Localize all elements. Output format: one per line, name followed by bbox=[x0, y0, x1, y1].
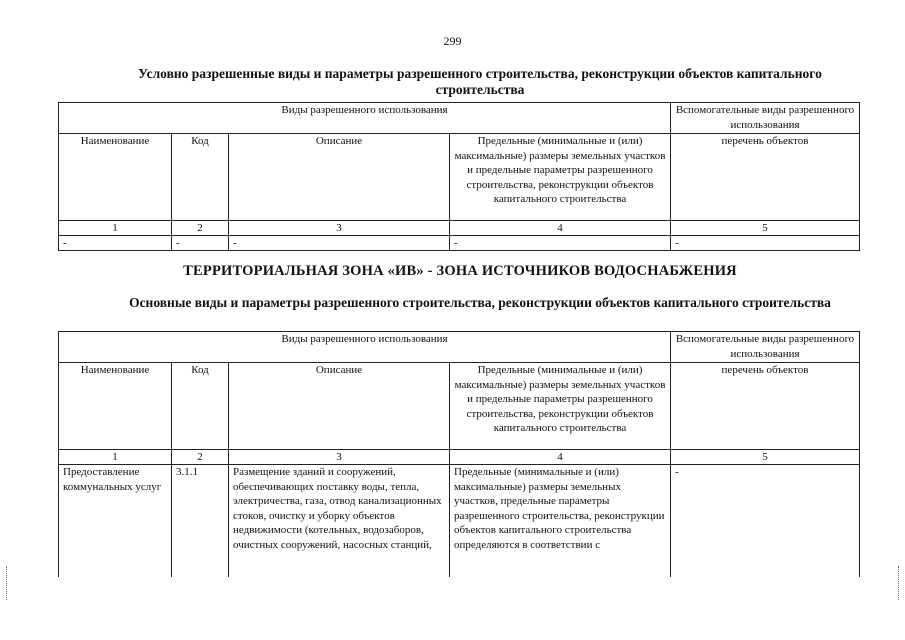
main-uses-table bbox=[58, 331, 860, 596]
col-number: 3 bbox=[229, 450, 450, 465]
group-main-header: Виды разрешенного использования bbox=[59, 103, 671, 134]
table-cell: - bbox=[229, 236, 450, 251]
table-column-header-row bbox=[59, 134, 860, 221]
scan-edge-mark-right bbox=[898, 566, 900, 600]
table-column-header-row bbox=[59, 363, 860, 450]
use-params-cell: Предельные (минимальные и (или) максимальные) размеры земельных участков, предельные параметры разрешенного строительства, реконструкции объектов капитального строительства определяются в соответствии с bbox=[450, 465, 671, 596]
table-cell: - bbox=[172, 236, 229, 251]
page-number: 299 bbox=[443, 34, 462, 48]
use-code-cell: 3.1.1 bbox=[172, 465, 229, 596]
scan-edge-mark-left bbox=[6, 566, 8, 600]
col-desc-header: Описание bbox=[229, 134, 450, 221]
use-aux-cell: - bbox=[671, 465, 860, 596]
table-cell: - bbox=[671, 236, 860, 251]
col-number: 2 bbox=[172, 450, 229, 465]
table-number-row bbox=[59, 450, 860, 465]
table-row bbox=[59, 236, 860, 251]
group-aux-header: Вспомогательные виды разрешенного использования bbox=[671, 103, 860, 134]
col-number: 5 bbox=[671, 450, 860, 465]
col-aux-header: перечень объектов bbox=[671, 363, 860, 450]
col-name-header: Наименование bbox=[59, 363, 172, 450]
table-group-header-row bbox=[59, 332, 860, 363]
table-cell: - bbox=[59, 236, 172, 251]
zone-title: ТЕРРИТОРИАЛЬНАЯ ЗОНА «ИВ» - ЗОНА ИСТОЧНИКОВ ВОДОСНАБЖЕНИЯ bbox=[183, 263, 737, 279]
col-number: 1 bbox=[59, 450, 172, 465]
conditional-uses-table bbox=[58, 102, 860, 251]
col-number: 5 bbox=[671, 221, 860, 236]
col-name-header: Наименование bbox=[59, 134, 172, 221]
group-aux-header: Вспомогательные виды разрешенного использования bbox=[671, 332, 860, 363]
table-number-row bbox=[59, 221, 860, 236]
conditional-uses-heading: Условно разрешенные виды и параметры разрешенного строительства, реконструкции объектов капитального строительства bbox=[138, 66, 822, 97]
col-params-header: Предельные (минимальные и (или) максимальные) размеры земельных участков и предельные параметры разрешенного строительства, реконструкции объектов капитального строительства bbox=[450, 363, 671, 450]
col-code-header: Код bbox=[172, 134, 229, 221]
col-number: 1 bbox=[59, 221, 172, 236]
col-desc-header: Описание bbox=[229, 363, 450, 450]
col-aux-header: перечень объектов bbox=[671, 134, 860, 221]
group-main-header: Виды разрешенного использования bbox=[59, 332, 671, 363]
col-number: 2 bbox=[172, 221, 229, 236]
main-uses-heading: Основные виды и параметры разрешенного строительства, реконструкции объектов капитального строительства bbox=[129, 295, 831, 310]
col-params-header: Предельные (минимальные и (или) максимальные) размеры земельных участков и предельные параметры разрешенного строительства, реконструкции объектов капитального строительства bbox=[450, 134, 671, 221]
col-number: 4 bbox=[450, 450, 671, 465]
table-cell: - bbox=[450, 236, 671, 251]
table-row bbox=[59, 465, 860, 596]
page-bottom-margin bbox=[0, 577, 905, 640]
col-number: 4 bbox=[450, 221, 671, 236]
col-number: 3 bbox=[229, 221, 450, 236]
table-group-header-row bbox=[59, 103, 860, 134]
use-description-cell: Размещение зданий и сооружений, обеспечивающих поставку воды, тепла, электричества, газа, отвод канализационных стоков, очистку и уборку объектов недвижимости (котельных, водозаборов, очистных сооружений, насосных станций, bbox=[229, 465, 450, 596]
use-name-cell: Предоставление коммунальных услуг bbox=[59, 465, 172, 596]
col-code-header: Код bbox=[172, 363, 229, 450]
